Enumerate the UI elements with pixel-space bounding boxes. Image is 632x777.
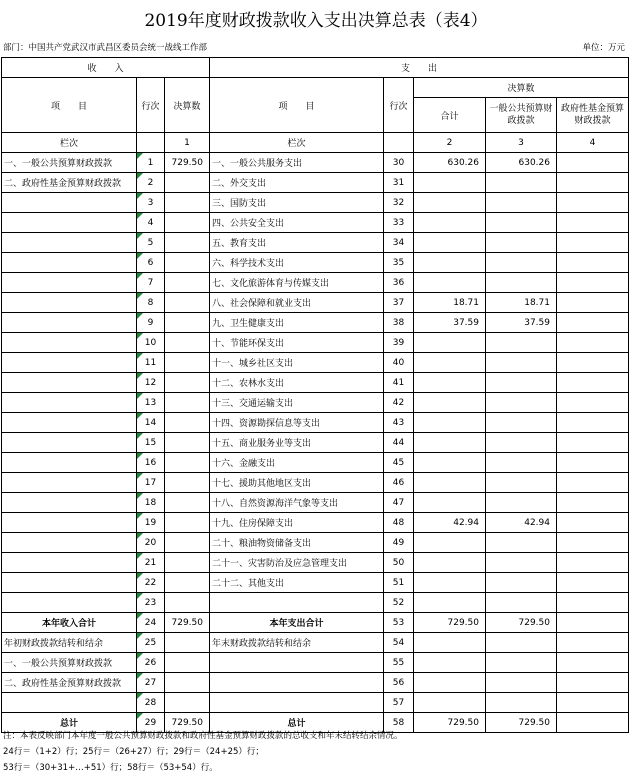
income-amount-header: 决算数	[165, 78, 210, 133]
table-row	[2, 673, 629, 693]
expense-item: 十二、农林水支出	[210, 373, 384, 393]
table-row	[2, 493, 629, 513]
income-amount	[165, 233, 210, 253]
expense-item: 八、社会保障和就业支出	[210, 293, 384, 313]
income-row-no: 16	[137, 453, 165, 473]
col-index-3: 3	[486, 133, 557, 153]
table-row	[2, 373, 629, 393]
table-row	[2, 693, 629, 713]
income-amount	[165, 373, 210, 393]
income-amount	[165, 393, 210, 413]
income-amount	[165, 673, 210, 693]
income-row-no: 2	[137, 173, 165, 193]
table-row	[2, 173, 629, 193]
expense-gov-fund	[557, 613, 629, 633]
expense-gov-fund	[557, 213, 629, 233]
income-row-no: 21	[137, 553, 165, 573]
table-row	[2, 413, 629, 433]
income-amount	[165, 533, 210, 553]
expense-general-budget	[486, 233, 557, 253]
expense-general-budget	[486, 653, 557, 673]
income-row-no: 29	[137, 713, 165, 733]
expense-total	[414, 573, 486, 593]
income-item: 一、一般公共预算财政拨款	[2, 653, 137, 673]
expense-total	[414, 393, 486, 413]
income-row-no: 4	[137, 213, 165, 233]
table-row	[2, 613, 629, 633]
expense-gov-fund	[557, 493, 629, 513]
table-row	[2, 393, 629, 413]
expense-general-budget	[486, 253, 557, 273]
expense-gov-fund	[557, 153, 629, 173]
expense-general-budget	[486, 353, 557, 373]
expense-general-budget: 18.71	[486, 293, 557, 313]
expense-gov-fund	[557, 573, 629, 593]
expense-total: 42.94	[414, 513, 486, 533]
income-row-no: 7	[137, 273, 165, 293]
expense-total: 729.50	[414, 713, 486, 733]
expense-total	[414, 333, 486, 353]
expense-total	[414, 633, 486, 653]
income-amount	[165, 693, 210, 713]
expense-general-budget	[486, 633, 557, 653]
income-item	[2, 233, 137, 253]
expense-item: 二十、粮油物资储备支出	[210, 533, 384, 553]
expense-general-budget	[486, 173, 557, 193]
expense-general-budget: 729.50	[486, 613, 557, 633]
income-amount	[165, 193, 210, 213]
table-row	[2, 633, 629, 653]
col-index-1: 1	[165, 133, 210, 153]
report-title: 2019年度财政拨款收入支出决算总表（表4）	[144, 11, 488, 31]
income-row-no: 27	[137, 673, 165, 693]
table-row	[2, 313, 629, 333]
expense-general-budget	[486, 533, 557, 553]
expense-row-no-header: 行次	[384, 78, 414, 133]
income-item	[2, 333, 137, 353]
expense-total	[414, 693, 486, 713]
income-amount	[165, 553, 210, 573]
expense-item	[210, 673, 384, 693]
expense-row-no: 39	[384, 333, 414, 353]
expense-gov-fund	[557, 193, 629, 213]
expense-total	[414, 233, 486, 253]
income-row-no: 10	[137, 333, 165, 353]
header-row-2	[2, 78, 629, 98]
income-amount	[165, 333, 210, 353]
income-item-header: 项 目	[2, 78, 137, 133]
expense-item-header: 项 目	[210, 78, 384, 133]
expense-row-no: 49	[384, 533, 414, 553]
expense-gov-fund	[557, 173, 629, 193]
expense-item: 十六、金融支出	[210, 453, 384, 473]
department-label: 部门：中国共产党武汉市武昌区委员会统一战线工作部	[3, 43, 208, 53]
footnote-line: 注：本表反映部门本年度一般公共预算财政拨款和政府性基金预算财政拨款的总收支和年末结转结余情况。	[3, 731, 403, 741]
income-item	[2, 353, 137, 373]
expense-row-no: 51	[384, 573, 414, 593]
expense-gov-fund	[557, 553, 629, 573]
expense-row-no: 47	[384, 493, 414, 513]
income-row-no: 3	[137, 193, 165, 213]
income-amount	[165, 273, 210, 293]
income-row-no: 17	[137, 473, 165, 493]
income-item	[2, 493, 137, 513]
expense-total	[414, 553, 486, 573]
table-row	[2, 533, 629, 553]
expense-general-budget	[486, 593, 557, 613]
expense-row-no: 52	[384, 593, 414, 613]
expense-amount-header: 决算数	[414, 78, 629, 98]
unit-label: 单位：万元	[582, 43, 625, 53]
income-row-no: 22	[137, 573, 165, 593]
expense-total	[414, 493, 486, 513]
expense-row-no: 56	[384, 673, 414, 693]
expense-row-no: 55	[384, 653, 414, 673]
expense-item: 十五、商业服务业等支出	[210, 433, 384, 453]
expense-general-budget	[486, 273, 557, 293]
expense-item: 十、节能环保支出	[210, 333, 384, 353]
income-item	[2, 373, 137, 393]
income-amount	[165, 593, 210, 613]
expense-row-no: 48	[384, 513, 414, 533]
expense-total	[414, 213, 486, 233]
income-item	[2, 253, 137, 273]
expense-row-no: 44	[384, 433, 414, 453]
expense-total	[414, 413, 486, 433]
expense-row-no: 54	[384, 633, 414, 653]
general-budget-col-header: 一般公共预算财政拨款	[486, 98, 557, 133]
gov-fund-col-header: 政府性基金预算财政拨款	[557, 98, 629, 133]
income-item	[2, 593, 137, 613]
income-amount: 729.50	[165, 713, 210, 733]
expense-gov-fund	[557, 513, 629, 533]
income-item	[2, 513, 137, 533]
table-row	[2, 273, 629, 293]
income-row-no: 19	[137, 513, 165, 533]
table-row	[2, 153, 629, 173]
income-amount: 729.50	[165, 153, 210, 173]
income-row-no: 13	[137, 393, 165, 413]
expense-row-no: 36	[384, 273, 414, 293]
income-row-no: 8	[137, 293, 165, 313]
income-amount	[165, 573, 210, 593]
income-item: 总计	[2, 713, 137, 733]
expense-general-budget	[486, 373, 557, 393]
footnote-line: 24行＝（1+2）行；25行＝（26+27）行；29行＝（24+25）行；	[3, 747, 264, 757]
expense-item: 十一、城乡社区支出	[210, 353, 384, 373]
expense-row-no: 35	[384, 253, 414, 273]
expense-total	[414, 433, 486, 453]
expense-general-budget	[486, 333, 557, 353]
expense-total: 729.50	[414, 613, 486, 633]
expense-item: 七、文化旅游体育与传媒支出	[210, 273, 384, 293]
expense-total	[414, 373, 486, 393]
table-row	[2, 353, 629, 373]
expense-row-no: 32	[384, 193, 414, 213]
income-amount	[165, 213, 210, 233]
footnote-line: 53行＝（30+31+…+51）行；58行＝（53+54）行。	[3, 763, 218, 773]
income-amount	[165, 633, 210, 653]
expense-general-budget	[486, 493, 557, 513]
income-row-no: 28	[137, 693, 165, 713]
expense-general-budget	[486, 553, 557, 573]
expense-gov-fund	[557, 233, 629, 253]
expense-row-no: 40	[384, 353, 414, 373]
expense-item: 九、卫生健康支出	[210, 313, 384, 333]
income-item	[2, 313, 137, 333]
table-row	[2, 573, 629, 593]
expense-general-budget: 729.50	[486, 713, 557, 733]
expense-general-budget: 42.94	[486, 513, 557, 533]
income-amount	[165, 433, 210, 453]
expense-row-no: 38	[384, 313, 414, 333]
expense-item: 六、科学技术支出	[210, 253, 384, 273]
table-row	[2, 213, 629, 233]
expense-item: 五、教育支出	[210, 233, 384, 253]
expense-item: 总计	[210, 713, 384, 733]
expense-total	[414, 453, 486, 473]
expense-item: 二十一、灾害防治及应急管理支出	[210, 553, 384, 573]
empty-cell	[384, 133, 414, 153]
table-row	[2, 193, 629, 213]
income-amount	[165, 493, 210, 513]
expense-item	[210, 593, 384, 613]
table-row	[2, 653, 629, 673]
table-row	[2, 233, 629, 253]
income-amount	[165, 313, 210, 333]
income-item	[2, 293, 137, 313]
expense-total	[414, 533, 486, 553]
table-row	[2, 593, 629, 613]
expense-general-budget	[486, 473, 557, 493]
income-amount	[165, 473, 210, 493]
income-item: 一、一般公共预算财政拨款	[2, 153, 137, 173]
income-amount	[165, 513, 210, 533]
income-item: 二、政府性基金预算财政拨款	[2, 173, 137, 193]
expense-gov-fund	[557, 693, 629, 713]
income-item	[2, 453, 137, 473]
col-label: 栏次	[210, 133, 384, 153]
income-amount	[165, 653, 210, 673]
expense-row-no: 31	[384, 173, 414, 193]
table-row	[2, 433, 629, 453]
income-item	[2, 273, 137, 293]
income-item	[2, 413, 137, 433]
table-row	[2, 473, 629, 493]
income-item	[2, 533, 137, 553]
income-amount	[165, 453, 210, 473]
expense-total: 37.59	[414, 313, 486, 333]
expense-row-no: 45	[384, 453, 414, 473]
income-item	[2, 553, 137, 573]
income-row-no-header: 行次	[137, 78, 165, 133]
expense-gov-fund	[557, 473, 629, 493]
expense-total	[414, 593, 486, 613]
income-item	[2, 473, 137, 493]
table-row	[2, 513, 629, 533]
income-row-no: 24	[137, 613, 165, 633]
expense-total	[414, 653, 486, 673]
empty-cell	[137, 133, 165, 153]
expense-total: 18.71	[414, 293, 486, 313]
expense-gov-fund	[557, 673, 629, 693]
income-row-no: 5	[137, 233, 165, 253]
income-row-no: 15	[137, 433, 165, 453]
expense-item: 年末财政拨款结转和结余	[210, 633, 384, 653]
expense-general-budget	[486, 673, 557, 693]
table-row	[2, 293, 629, 313]
table-row	[2, 553, 629, 573]
expense-item: 十三、交通运输支出	[210, 393, 384, 413]
expense-item: 十四、资源勘探信息等支出	[210, 413, 384, 433]
expense-general-budget	[486, 213, 557, 233]
income-amount	[165, 413, 210, 433]
expense-row-no: 34	[384, 233, 414, 253]
expense-general-budget	[486, 573, 557, 593]
expense-general-budget	[486, 433, 557, 453]
expense-row-no: 43	[384, 413, 414, 433]
expense-total	[414, 253, 486, 273]
expense-gov-fund	[557, 533, 629, 553]
income-row-no: 25	[137, 633, 165, 653]
expense-general-budget	[486, 413, 557, 433]
income-amount: 729.50	[165, 613, 210, 633]
expense-item: 二十二、其他支出	[210, 573, 384, 593]
expense-gov-fund	[557, 453, 629, 473]
expense-gov-fund	[557, 253, 629, 273]
budget-table	[1, 57, 629, 733]
expense-total	[414, 173, 486, 193]
expense-row-no: 33	[384, 213, 414, 233]
expense-general-budget: 630.26	[486, 153, 557, 173]
income-amount	[165, 353, 210, 373]
income-row-no: 12	[137, 373, 165, 393]
report-meta	[3, 40, 629, 56]
expense-item: 一、一般公共服务支出	[210, 153, 384, 173]
expense-row-no: 50	[384, 553, 414, 573]
column-index-row	[2, 133, 629, 153]
expense-row-no: 57	[384, 693, 414, 713]
expense-general-budget	[486, 193, 557, 213]
expense-gov-fund	[557, 293, 629, 313]
income-amount	[165, 293, 210, 313]
expense-general-budget	[486, 453, 557, 473]
expense-item: 十八、自然资源海洋气象等支出	[210, 493, 384, 513]
income-row-no: 20	[137, 533, 165, 553]
total-col-header: 合计	[414, 98, 486, 133]
col-label: 栏次	[2, 133, 137, 153]
expense-gov-fund	[557, 633, 629, 653]
expense-row-no: 46	[384, 473, 414, 493]
expense-total	[414, 473, 486, 493]
expense-gov-fund	[557, 313, 629, 333]
expense-gov-fund	[557, 353, 629, 373]
income-amount	[165, 173, 210, 193]
expense-row-no: 58	[384, 713, 414, 733]
expense-gov-fund	[557, 433, 629, 453]
expense-gov-fund	[557, 273, 629, 293]
expense-row-no: 53	[384, 613, 414, 633]
income-header: 收 入	[2, 58, 210, 78]
income-item	[2, 573, 137, 593]
expense-item: 十七、援助其他地区支出	[210, 473, 384, 493]
expense-gov-fund	[557, 593, 629, 613]
expense-header: 支 出	[210, 58, 629, 78]
income-item	[2, 693, 137, 713]
expense-gov-fund	[557, 393, 629, 413]
income-item	[2, 213, 137, 233]
expense-item	[210, 653, 384, 673]
income-row-no: 23	[137, 593, 165, 613]
expense-gov-fund	[557, 413, 629, 433]
expense-general-budget: 37.59	[486, 313, 557, 333]
expense-total	[414, 273, 486, 293]
expense-row-no: 30	[384, 153, 414, 173]
expense-general-budget	[486, 693, 557, 713]
income-row-no: 11	[137, 353, 165, 373]
expense-total	[414, 353, 486, 373]
col-index-4: 4	[557, 133, 629, 153]
header-row-1	[2, 58, 629, 78]
income-row-no: 6	[137, 253, 165, 273]
expense-item: 四、公共安全支出	[210, 213, 384, 233]
expense-item: 本年支出合计	[210, 613, 384, 633]
expense-row-no: 37	[384, 293, 414, 313]
income-row-no: 1	[137, 153, 165, 173]
expense-item: 十九、住房保障支出	[210, 513, 384, 533]
expense-row-no: 41	[384, 373, 414, 393]
expense-gov-fund	[557, 653, 629, 673]
table-row	[2, 453, 629, 473]
income-item: 年初财政拨款结转和结余	[2, 633, 137, 653]
col-index-2: 2	[414, 133, 486, 153]
income-row-no: 14	[137, 413, 165, 433]
income-row-no: 9	[137, 313, 165, 333]
expense-gov-fund	[557, 333, 629, 353]
income-row-no: 18	[137, 493, 165, 513]
footnotes	[3, 728, 629, 776]
income-item	[2, 433, 137, 453]
expense-item: 二、外交支出	[210, 173, 384, 193]
expense-item: 三、国防支出	[210, 193, 384, 213]
expense-general-budget	[486, 393, 557, 413]
income-item: 本年收入合计	[2, 613, 137, 633]
income-amount	[165, 253, 210, 273]
income-item	[2, 193, 137, 213]
table-row	[2, 333, 629, 353]
expense-item	[210, 693, 384, 713]
expense-gov-fund	[557, 373, 629, 393]
expense-total: 630.26	[414, 153, 486, 173]
income-item	[2, 393, 137, 413]
expense-total	[414, 193, 486, 213]
table-row	[2, 253, 629, 273]
expense-row-no: 42	[384, 393, 414, 413]
income-row-no: 26	[137, 653, 165, 673]
expense-total	[414, 673, 486, 693]
income-item: 二、政府性基金预算财政拨款	[2, 673, 137, 693]
